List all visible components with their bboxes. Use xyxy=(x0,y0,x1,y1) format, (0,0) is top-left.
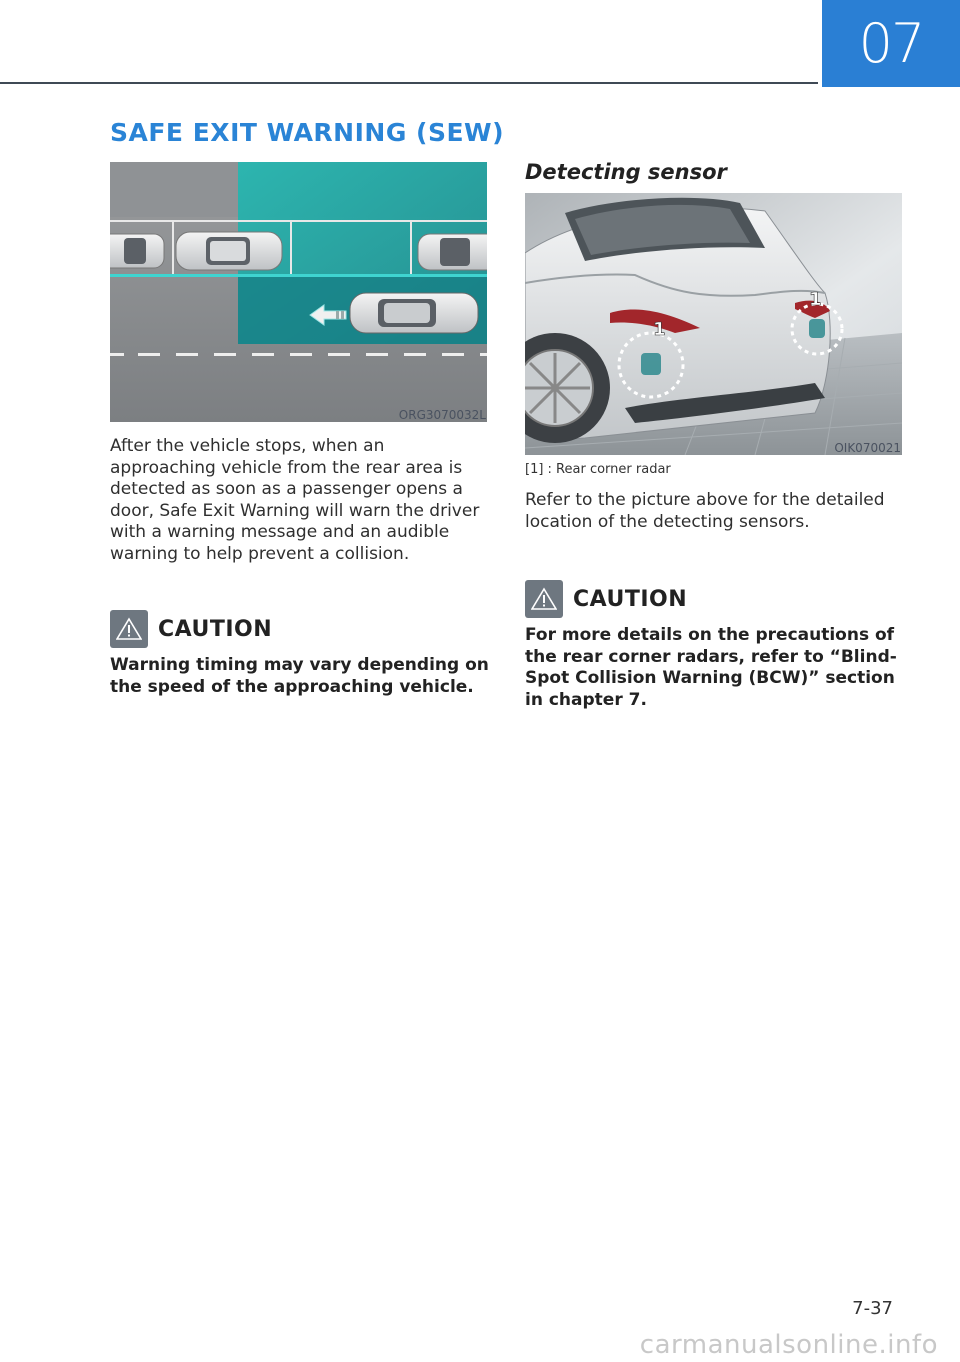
caution-title-left: CAUTION xyxy=(158,616,273,642)
chapter-number: 07 xyxy=(858,12,924,75)
sensor-description: Refer to the picture above for the detailed location of the detecting sensors. xyxy=(525,490,885,532)
detecting-sensor-heading: Detecting sensor xyxy=(525,160,727,184)
watermark: carmanualsonline.info xyxy=(639,1330,938,1360)
callout-1-right: 1 xyxy=(809,289,822,310)
warning-triangle-icon xyxy=(525,580,563,618)
figure-caption: [1] : Rear corner radar xyxy=(525,462,671,477)
caution-title-right: CAUTION xyxy=(573,586,688,612)
warning-triangle-icon xyxy=(110,610,148,648)
figure-code-left: ORG3070032L xyxy=(398,408,486,422)
sew-illustration xyxy=(110,162,487,422)
callout-1-left: 1 xyxy=(653,319,666,340)
sew-description: After the vehicle stops, when an approaching vehicle from the rear area is detected as soon as a passenger opens a door, Safe Exit Warning will warn the driver with a warning message and an audible warning to help prevent a collision. xyxy=(110,436,480,564)
rear-radar-illustration xyxy=(525,193,902,455)
caution-header-left xyxy=(110,610,272,648)
figure-code-right: OIK070021 xyxy=(834,441,901,455)
section-title: SAFE EXIT WARNING (SEW) xyxy=(110,118,505,147)
chapter-tab xyxy=(822,0,960,87)
caution-text-left: Warning timing may vary depending on the speed of the approaching vehicle. xyxy=(110,655,489,697)
header-rule xyxy=(0,82,818,84)
caution-text-right: For more details on the precautions of the rear corner radars, refer to “Blind-Spot Collision Warning (BCW)” section in chapter 7. xyxy=(525,625,897,710)
page-number: 7-37 xyxy=(852,1298,893,1319)
caution-header-right xyxy=(525,580,687,618)
